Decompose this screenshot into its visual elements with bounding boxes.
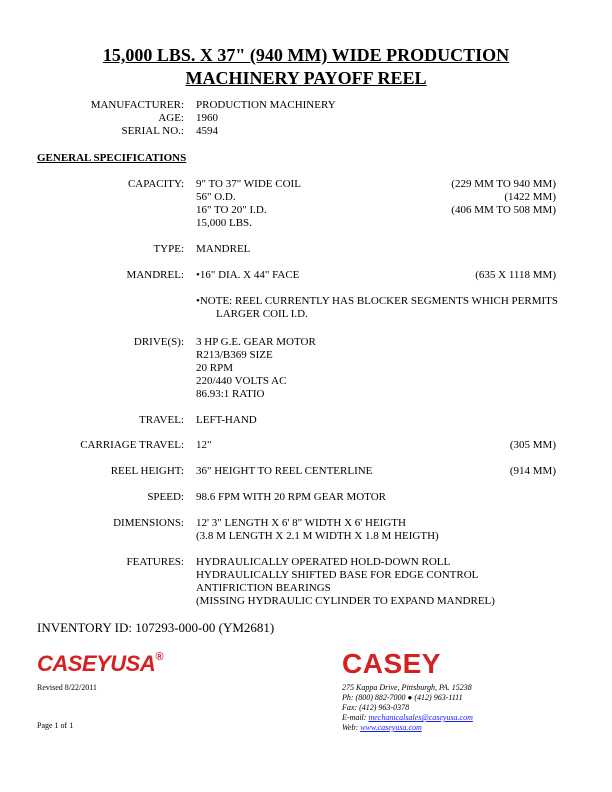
spec-metric: (229 MM TO 940 MM) [451,178,556,190]
spec-line: ANTIFRICTION BEARINGS [196,582,331,594]
spec-text: 56" O.D. [196,191,236,203]
contact-block [342,683,473,733]
spec-line [196,465,556,478]
meta-label: SERIAL NO.: [121,125,184,137]
spec-body [196,178,556,230]
note-line-2: LARGER COIL I.D. [216,308,308,320]
spec-line [196,178,556,191]
spec-line: 20 RPM [196,362,233,374]
spec-line: HYDRAULICALLY OPERATED HOLD-DOWN ROLL [196,556,451,568]
machine-meta [0,99,612,138]
spec-body [196,491,556,504]
spec-body [196,517,556,543]
spec-body [196,243,556,256]
meta-label: MANUFACTURER: [90,99,184,111]
meta-row-age [0,112,612,125]
web-link[interactable]: www.caseyusa.com [360,723,422,732]
spec-metric: (305 MM) [509,439,556,451]
spec-line [196,243,556,256]
meta-row-manufacturer [0,99,612,112]
spec-label: MANDREL: [126,269,184,281]
spec-body [196,465,556,478]
spec-metric: (1422 MM) [504,191,556,203]
spec-line [196,204,556,217]
spec-label: CAPACITY: [127,178,184,190]
spec-line [196,217,556,230]
caseyusa-logo [37,651,163,677]
spec-metric: (635 X 1118 MM) [475,269,556,281]
spec-label: TRAVEL: [138,414,184,426]
spec-body [196,269,556,321]
spec-text: 16" TO 20" I.D. [196,204,267,216]
meta-label: AGE: [158,112,184,124]
spec-text: 36" HEIGHT TO REEL CENTERLINE [196,465,373,477]
title-line-2: MACHINERY PAYOFF REEL [185,68,427,88]
fax: Fax: (412) 963-0378 [342,703,410,712]
spec-label: DRIVE(S): [133,336,184,348]
spec-line [196,191,556,204]
spec-body [196,336,556,401]
meta-row-serial [0,125,612,138]
email-link[interactable]: mechanicalsales@caseyusa.com [368,713,473,722]
spec-text: 12" [196,439,212,451]
spec-body [196,414,556,427]
spec-label: DIMENSIONS: [113,517,184,529]
spec-line: (3.8 M LENGTH X 2.1 M WIDTH X 1.8 M HEIGTH) [196,530,439,542]
spec-line: LEFT-HAND [196,414,257,426]
note-line-1: •NOTE: REEL CURRENTLY HAS BLOCKER SEGMENTS WHICH PERMITS [196,295,558,307]
spec-label: FEATURES: [126,556,184,568]
email-row [342,713,473,723]
spec-line [196,439,556,452]
spec-line: 98.6 FPM WITH 20 RPM GEAR MOTOR [196,491,386,503]
spec-line: (MISSING HYDRAULIC CYLINDER TO EXPAND MANDREL) [196,595,495,607]
spec-body [196,439,556,452]
spec-metric: (914 MM) [509,465,556,477]
meta-value: 4594 [196,125,218,137]
spec-line [196,269,556,282]
spec-text: 15,000 LBS. [196,217,252,229]
title-line-1: 15,000 LBS. X 37" (940 MM) WIDE PRODUCTION [102,45,510,65]
web-row [342,723,473,733]
spec-line: 86.93:1 RATIO [196,388,265,400]
mandrel-note [196,295,556,321]
registered-mark: ® [155,651,163,663]
casey-logo: CASEY [342,648,441,679]
spec-label: SPEED: [147,491,184,503]
email-label: E-mail: [342,713,369,722]
spec-line: HYDRAULICALLY SHIFTED BASE FOR EDGE CONTROL [196,569,479,581]
inventory-id: INVENTORY ID: 107293-000-00 (YM2681) [37,620,275,635]
spec-metric: (406 MM TO 508 MM) [451,204,556,216]
spec-body [196,556,556,608]
spec-label: TYPE: [153,243,184,255]
section-heading: GENERAL SPECIFICATIONS [37,152,187,164]
address: 275 Kappa Drive, Pittsburgh, PA. 15238 [342,683,472,692]
web-label: Web: [342,723,361,732]
spec-text: MANDREL [196,243,251,255]
phone: Ph: (800) 882-7000 ● (412) 963-1111 [342,693,463,702]
caseyusa-logo-text: CASEYUSA [37,651,156,676]
meta-value: 1960 [196,112,218,124]
spec-line: 12' 3" LENGTH X 6' 8" WIDTH X 6' HEIGTH [196,517,406,529]
spec-label: CARRIAGE TRAVEL: [80,439,184,451]
spec-line: R213/B369 SIZE [196,349,273,361]
page-number: Page 1 of 1 [37,721,74,730]
document-title [0,44,612,90]
meta-value: PRODUCTION MACHINERY [196,99,336,111]
spec-text: •16" DIA. X 44" FACE [196,269,300,281]
revised-date: Revised 8/22/2011 [37,683,97,692]
spec-label: REEL HEIGHT: [110,465,184,477]
spec-line: 3 HP G.E. GEAR MOTOR [196,336,316,348]
spec-text: 9" TO 37" WIDE COIL [196,178,301,190]
spec-line: 220/440 VOLTS AC [196,375,287,387]
